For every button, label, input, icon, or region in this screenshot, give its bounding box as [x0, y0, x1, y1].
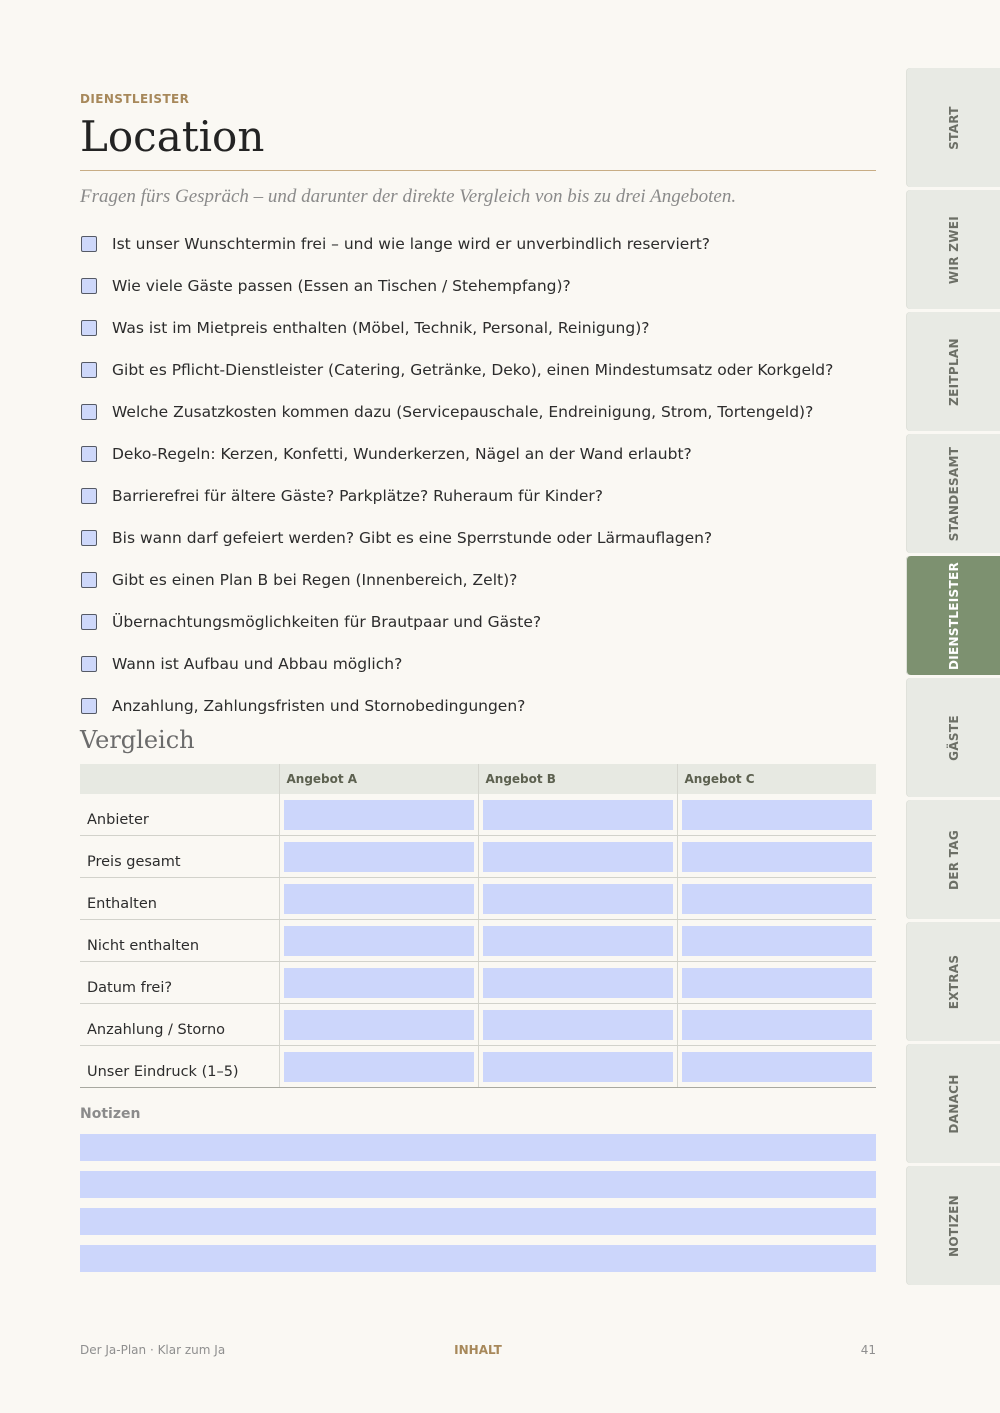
comparison-cell-angebot-a [279, 794, 478, 836]
tab-standesamt[interactable] [906, 434, 1000, 553]
checklist-item [80, 223, 876, 265]
checkbox[interactable] [81, 572, 97, 588]
checklist-item [80, 265, 876, 307]
comparison-row-label: Datum frei? [80, 962, 279, 1004]
checklist-question: Wie viele Gäste passen (Essen an Tischen / Stehempfang)? [112, 277, 571, 295]
checklist-item [80, 601, 876, 643]
comparison-row [80, 962, 876, 1004]
angebot-a-input-field[interactable] [284, 884, 474, 914]
comparison-cell-angebot-b [478, 878, 677, 920]
angebot-c-input-field[interactable] [682, 800, 873, 830]
section-tab-bar [906, 68, 1000, 1288]
tab-label: DIENSTLEISTER [947, 561, 961, 670]
checklist-item [80, 391, 876, 433]
angebot-a-input-field[interactable] [284, 842, 474, 872]
checklist-item [80, 475, 876, 517]
section-label: DIENSTLEISTER [80, 92, 190, 106]
angebot-b-input-field[interactable] [483, 800, 673, 830]
checklist-question: Was ist im Mietpreis enthalten (Möbel, Technik, Personal, Reinigung)? [112, 319, 650, 337]
angebot-a-input-field[interactable] [284, 1052, 474, 1082]
comparison-row [80, 1046, 876, 1088]
checklist-question: Übernachtungsmöglichkeiten für Brautpaar und Gäste? [112, 613, 542, 631]
column-header-angebot-c: Angebot C [677, 764, 876, 794]
checkbox[interactable] [81, 698, 97, 714]
checklist-item [80, 349, 876, 391]
comparison-cell-angebot-c [677, 1046, 876, 1088]
comparison-header-row [80, 764, 876, 794]
comparison-row-label: Nicht enthalten [80, 920, 279, 962]
angebot-c-input-field[interactable] [682, 968, 873, 998]
tab-label: ZEITPLAN [947, 337, 961, 406]
tab-label: STANDESAMT [947, 446, 961, 541]
checklist-question: Bis wann darf gefeiert werden? Gibt es eine Sperrstunde oder Lärmauflagen? [112, 529, 713, 547]
notes-input-line[interactable] [80, 1245, 876, 1272]
checklist-question: Deko-Regeln: Kerzen, Konfetti, Wunderkerzen, Nägel an der Wand erlaubt? [112, 445, 692, 463]
checkbox[interactable] [81, 656, 97, 672]
angebot-b-input-field[interactable] [483, 1052, 673, 1082]
footer-contents-link[interactable]: INHALT [454, 1343, 502, 1357]
checklist-item [80, 643, 876, 685]
checklist-item [80, 433, 876, 475]
angebot-a-input-field[interactable] [284, 800, 474, 830]
comparison-cell-angebot-a [279, 1004, 478, 1046]
comparison-cell-angebot-c [677, 962, 876, 1004]
tab-label: DER TAG [947, 829, 961, 890]
angebot-c-input-field[interactable] [682, 1052, 873, 1082]
comparison-row-label: Enthalten [80, 878, 279, 920]
notes-input-line[interactable] [80, 1171, 876, 1198]
tab-label: START [947, 105, 961, 150]
checkbox[interactable] [81, 362, 97, 378]
angebot-a-input-field[interactable] [284, 968, 474, 998]
comparison-cell-angebot-a [279, 878, 478, 920]
notes-label: Notizen [80, 1106, 141, 1122]
comparison-cell-angebot-b [478, 1046, 677, 1088]
column-header-angebot-a: Angebot A [279, 764, 478, 794]
notes-input-line[interactable] [80, 1134, 876, 1161]
comparison-cell-angebot-c [677, 878, 876, 920]
comparison-cell-angebot-b [478, 962, 677, 1004]
footer-page-number: 41 [860, 1343, 876, 1357]
checklist-question: Barrierefrei für ältere Gäste? Parkplätze? Ruheraum für Kinder? [112, 487, 603, 505]
angebot-c-input-field[interactable] [682, 842, 873, 872]
question-checklist [80, 223, 876, 727]
tab-der-tag[interactable] [906, 800, 1000, 919]
angebot-a-input-field[interactable] [284, 1010, 474, 1040]
notes-area [80, 1134, 876, 1282]
comparison-row [80, 1004, 876, 1046]
comparison-cell-angebot-a [279, 1046, 478, 1088]
tab-start[interactable] [906, 68, 1000, 187]
tab-label: NOTIZEN [947, 1194, 961, 1257]
checklist-question: Wann ist Aufbau und Abbau möglich? [112, 655, 403, 673]
checkbox[interactable] [81, 530, 97, 546]
comparison-row [80, 878, 876, 920]
tab-label: EXTRAS [947, 954, 961, 1009]
comparison-cell-angebot-b [478, 920, 677, 962]
checklist-question: Ist unser Wunschtermin frei – und wie lange wird er unverbindlich reserviert? [112, 235, 710, 253]
checklist-question: Anzahlung, Zahlungsfristen und Stornobedingungen? [112, 697, 526, 715]
comparison-row-label: Anbieter [80, 794, 279, 836]
angebot-c-input-field[interactable] [682, 1010, 873, 1040]
tab-dienstleister[interactable] [906, 556, 1000, 675]
angebot-a-input-field[interactable] [284, 926, 474, 956]
checklist-question: Gibt es einen Plan B bei Regen (Innenbereich, Zelt)? [112, 571, 518, 589]
comparison-cell-angebot-b [478, 1004, 677, 1046]
checkbox[interactable] [81, 446, 97, 462]
checkbox[interactable] [81, 320, 97, 336]
checkbox[interactable] [81, 404, 97, 420]
tab-wir-zwei[interactable] [906, 190, 1000, 309]
column-header-angebot-b: Angebot B [478, 764, 677, 794]
comparison-row-label: Preis gesamt [80, 836, 279, 878]
comparison-table [80, 764, 876, 1088]
footer-book-title: Der Ja-Plan · Klar zum Ja [80, 1343, 226, 1357]
title-divider [80, 170, 876, 171]
comparison-cell-angebot-c [677, 1004, 876, 1046]
comparison-cell-angebot-c [677, 836, 876, 878]
comparison-cell-angebot-a [279, 962, 478, 1004]
notes-input-line[interactable] [80, 1208, 876, 1235]
comparison-cell-angebot-b [478, 794, 677, 836]
checklist-item [80, 307, 876, 349]
tab-label: DANACH [947, 1073, 961, 1134]
angebot-b-input-field[interactable] [483, 884, 673, 914]
comparison-row [80, 794, 876, 836]
checklist-item [80, 685, 876, 727]
angebot-b-input-field[interactable] [483, 926, 673, 956]
comparison-row [80, 836, 876, 878]
checklist-item [80, 517, 876, 559]
checklist-question: Welche Zusatzkosten kommen dazu (Servicepauschale, Endreinigung, Strom, Tortengeld)? [112, 403, 814, 421]
angebot-b-input-field[interactable] [483, 842, 673, 872]
comparison-cell-angebot-a [279, 920, 478, 962]
comparison-cell-angebot-a [279, 836, 478, 878]
comparison-heading: Vergleich [80, 726, 195, 754]
comparison-row-label: Anzahlung / Storno [80, 1004, 279, 1046]
page-title: Location [80, 112, 265, 161]
checklist-item [80, 559, 876, 601]
checkbox[interactable] [81, 278, 97, 294]
comparison-row [80, 920, 876, 962]
tab-extras[interactable] [906, 922, 1000, 1041]
angebot-c-input-field[interactable] [682, 926, 873, 956]
page-subtitle: Fragen fürs Gespräch – und darunter der direkte Vergleich von bis zu drei Angeboten. [80, 186, 737, 207]
checkbox[interactable] [81, 236, 97, 252]
comparison-cell-angebot-c [677, 794, 876, 836]
checkbox[interactable] [81, 488, 97, 504]
tab-notizen[interactable] [906, 1166, 1000, 1285]
tab-gaeste[interactable] [906, 678, 1000, 797]
tab-label: WIR ZWEI [947, 215, 961, 284]
checkbox[interactable] [81, 614, 97, 630]
comparison-cell-angebot-b [478, 836, 677, 878]
comparison-corner-cell [80, 764, 279, 794]
comparison-cell-angebot-c [677, 920, 876, 962]
tab-label: GÄSTE [947, 714, 961, 761]
tab-zeitplan[interactable] [906, 312, 1000, 431]
angebot-b-input-field[interactable] [483, 1010, 673, 1040]
angebot-c-input-field[interactable] [682, 884, 873, 914]
tab-danach[interactable] [906, 1044, 1000, 1163]
angebot-b-input-field[interactable] [483, 968, 673, 998]
comparison-row-label: Unser Eindruck (1–5) [80, 1046, 279, 1088]
checklist-question: Gibt es Pflicht-Dienstleister (Catering, Getränke, Deko), einen Mindestumsatz oder Korkgeld? [112, 361, 834, 379]
